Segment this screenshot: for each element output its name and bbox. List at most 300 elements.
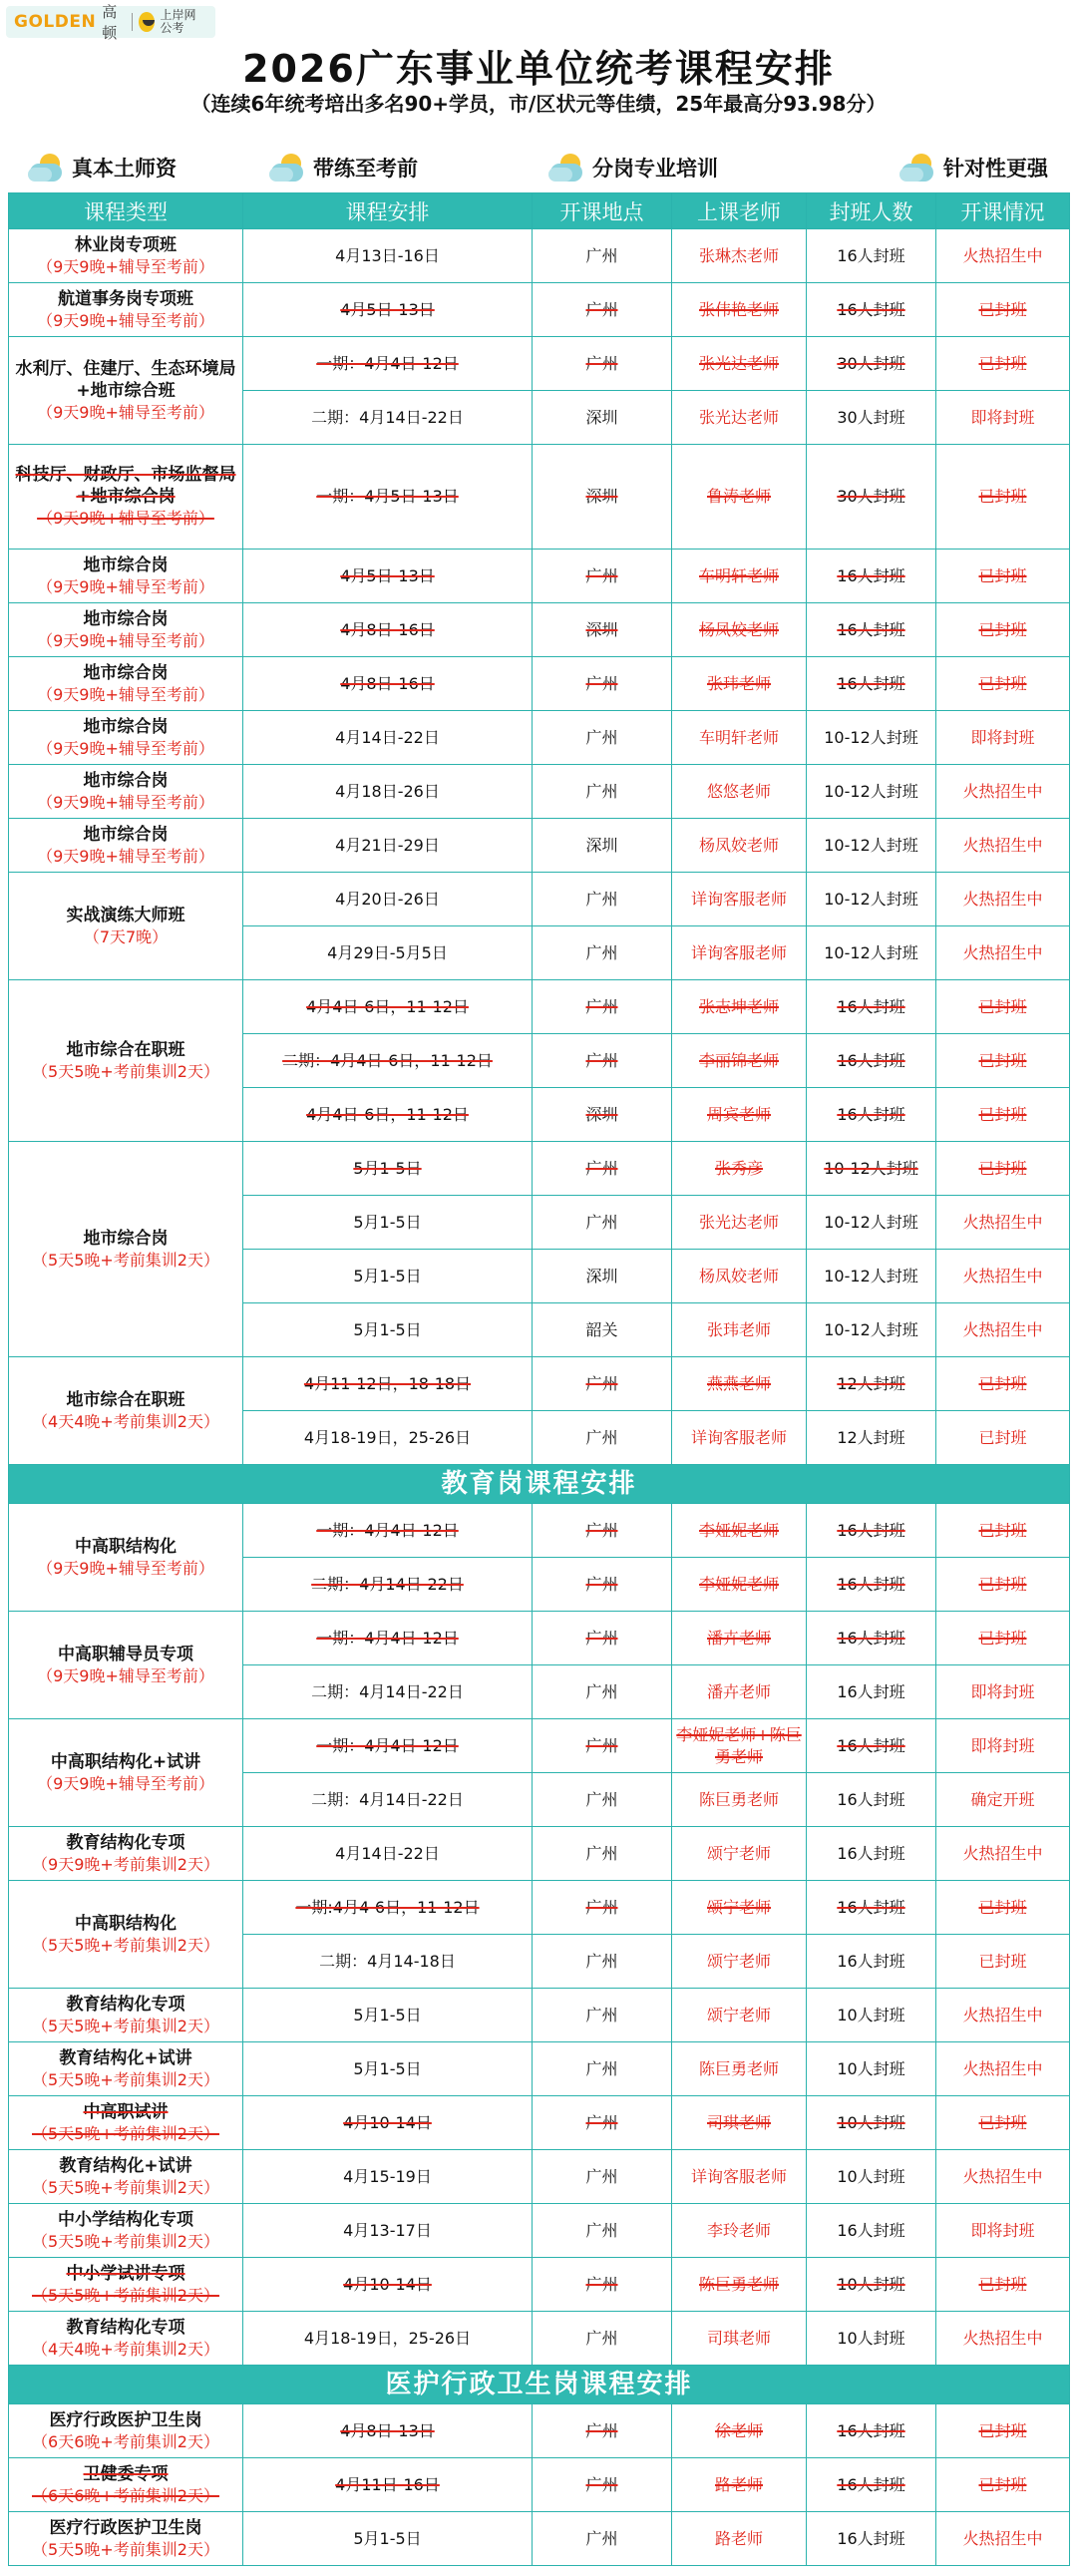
capacity-cell — [807, 603, 936, 657]
capacity-cell — [807, 1827, 936, 1881]
course-format: （5天5晚+考前集训2天） — [32, 1250, 219, 1270]
course-name: 地市综合岗 — [83, 554, 169, 575]
location-cell — [533, 1612, 672, 1665]
location-cell — [533, 1665, 672, 1719]
course-type-cell — [9, 1719, 243, 1827]
course-name: 中小学试讲专项 — [66, 2263, 185, 2284]
brand-badge-icon — [139, 12, 155, 32]
status-cell — [936, 1989, 1070, 2042]
feature-item — [269, 150, 418, 185]
status-cell-text: 火热招生中 — [962, 889, 1043, 909]
status-cell-text: 火热招生中 — [962, 2166, 1043, 2186]
table-row — [9, 445, 1070, 550]
course-format: （5天5晚+考前集训2天） — [32, 2539, 219, 2559]
teacher-cell — [672, 819, 807, 873]
capacity-cell — [807, 1142, 936, 1196]
status-cell-text: 已封班 — [978, 353, 1027, 373]
status-cell-text: 已封班 — [978, 619, 1027, 639]
table-row — [9, 1504, 1070, 1558]
capacity-cell — [807, 1303, 936, 1357]
status-cell-text: 已封班 — [978, 565, 1027, 585]
status-cell-text: 已封班 — [978, 996, 1027, 1016]
status-cell-text: 火热招生中 — [962, 2058, 1043, 2078]
section-header-row — [9, 2366, 1070, 2404]
capacity-cell — [807, 819, 936, 873]
course-format: （9天9晚+辅导至考前） — [37, 576, 214, 596]
schedule-cell — [243, 550, 533, 603]
schedule-cell-text: 5月1-5日 — [353, 2005, 422, 2024]
schedule-cell — [243, 1558, 533, 1612]
table-row — [9, 657, 1070, 711]
status-cell — [936, 1142, 1070, 1196]
status-cell-text: 火热招生中 — [962, 2528, 1043, 2548]
teacher-cell-text: 张玮老师 — [706, 673, 771, 693]
course-type-cell — [9, 980, 243, 1142]
schedule-cell-text: 二期：4月14-18日 — [319, 1951, 456, 1971]
teacher-cell-text: 徐老师 — [714, 2420, 763, 2440]
teacher-cell-text: 司琪老师 — [706, 2328, 771, 2348]
location-cell — [533, 1250, 672, 1303]
teacher-cell-text: 详询客服老师 — [690, 942, 787, 962]
teacher-cell — [672, 2458, 807, 2512]
status-cell — [936, 711, 1070, 765]
teacher-cell — [672, 980, 807, 1034]
teacher-cell-text: 陈巨勇老师 — [698, 1789, 779, 1809]
schedule-cell — [243, 2312, 533, 2366]
teacher-cell-text: 悠悠老师 — [706, 781, 771, 801]
status-cell-text: 已封班 — [978, 2420, 1027, 2440]
capacity-cell — [807, 1411, 936, 1465]
status-cell-text: 已封班 — [978, 299, 1027, 319]
status-cell — [936, 1558, 1070, 1612]
course-format: （5天5晚+考前集训2天） — [32, 2231, 219, 2251]
status-cell-text: 即将封班 — [970, 727, 1035, 747]
capacity-cell — [807, 337, 936, 391]
teacher-cell — [672, 2096, 807, 2150]
location-cell-text: 广州 — [585, 1373, 618, 1393]
status-cell-text: 即将封班 — [970, 2220, 1035, 2240]
status-cell — [936, 2458, 1070, 2512]
schedule-cell — [243, 445, 533, 550]
status-cell-text: 已封班 — [978, 2274, 1027, 2294]
course-format: （5天5晚+考前集训2天） — [32, 2069, 219, 2089]
status-cell-text: 火热招生中 — [962, 781, 1043, 801]
table-row — [9, 2096, 1070, 2150]
schedule-cell-text: 4月11-12日，18-18日 — [303, 1373, 472, 1393]
teacher-cell — [672, 1411, 807, 1465]
course-type-cell — [9, 2096, 243, 2150]
status-cell-text: 已封班 — [978, 673, 1027, 693]
location-cell-text: 广州 — [585, 1628, 618, 1648]
capacity-cell-text: 16人封班 — [837, 299, 905, 319]
teacher-cell-text: 颂宁老师 — [706, 1843, 771, 1863]
status-cell — [936, 1303, 1070, 1357]
schedule-cell — [243, 229, 533, 283]
course-format: （5天5晚+考前集训2天） — [32, 2123, 219, 2143]
capacity-cell — [807, 1088, 936, 1142]
course-type-cell — [9, 2404, 243, 2458]
teacher-cell — [672, 1665, 807, 1719]
table-row — [9, 1612, 1070, 1665]
capacity-cell — [807, 229, 936, 283]
capacity-cell — [807, 1935, 936, 1989]
schedule-cell — [243, 2096, 533, 2150]
feature-label: 分岗专业培训 — [592, 157, 718, 181]
capacity-cell-text: 10-12人封班 — [824, 942, 918, 962]
sun-cloud-icon — [269, 150, 305, 185]
location-cell-text: 广州 — [585, 565, 618, 585]
course-name: 水利厅、住建厅、生态环境局+地市综合班 — [15, 358, 236, 401]
location-cell — [533, 1142, 672, 1196]
capacity-cell — [807, 391, 936, 445]
status-cell — [936, 1612, 1070, 1665]
course-type-cell — [9, 657, 243, 711]
capacity-cell-text: 30人封班 — [837, 487, 905, 506]
course-name: 航道事务岗专项班 — [58, 288, 193, 309]
course-name: 地市综合岗 — [83, 1228, 169, 1249]
capacity-cell-text: 16人封班 — [837, 1681, 905, 1701]
capacity-cell-text: 16人封班 — [837, 245, 905, 265]
location-cell-text: 广州 — [585, 673, 618, 693]
schedule-cell — [243, 1411, 533, 1465]
teacher-cell — [672, 2150, 807, 2204]
status-cell-text: 火热招生中 — [962, 2328, 1043, 2348]
teacher-cell — [672, 1357, 807, 1411]
location-cell-text: 广州 — [585, 1212, 618, 1232]
feature-label: 针对性更强 — [943, 157, 1048, 181]
table-row — [9, 2204, 1070, 2258]
table-row — [9, 2258, 1070, 2312]
teacher-cell — [672, 229, 807, 283]
teacher-cell-text: 杨凤姣老师 — [698, 1266, 779, 1286]
capacity-cell — [807, 1989, 936, 2042]
course-format: （9天9晚+辅导至考前） — [37, 1665, 214, 1685]
status-cell — [936, 1504, 1070, 1558]
location-cell-text: 广州 — [585, 942, 618, 962]
table-row — [9, 2458, 1070, 2512]
status-cell — [936, 2150, 1070, 2204]
schedule-cell-text: 4月18-19日，25-26日 — [303, 1427, 472, 1447]
status-cell — [936, 2312, 1070, 2366]
teacher-cell — [672, 711, 807, 765]
table-row — [9, 2512, 1070, 2566]
status-cell-text: 火热招生中 — [962, 942, 1043, 962]
schedule-cell — [243, 1773, 533, 1827]
status-cell-text: 火热招生中 — [962, 1843, 1043, 1863]
capacity-cell — [807, 2312, 936, 2366]
schedule-cell-text: 4月11日-16日 — [335, 2474, 440, 2494]
status-cell — [936, 337, 1070, 391]
schedule-cell — [243, 1196, 533, 1250]
feature-label: 真本土师资 — [72, 157, 177, 181]
schedule-table — [8, 192, 1070, 2566]
location-cell-text: 广州 — [585, 2220, 618, 2240]
table-row — [9, 819, 1070, 873]
location-cell — [533, 1719, 672, 1773]
course-name: 地市综合岗 — [83, 824, 169, 845]
location-cell-text: 广州 — [585, 2420, 618, 2440]
schedule-cell — [243, 1250, 533, 1303]
schedule-cell-text: 二期：4月14日-22日 — [311, 1574, 464, 1594]
status-cell-text: 已封班 — [978, 1897, 1027, 1917]
teacher-cell-text: 张秀彦 — [714, 1158, 763, 1178]
status-cell — [936, 2404, 1070, 2458]
location-cell-text: 广州 — [585, 1735, 618, 1755]
location-cell — [533, 2312, 672, 2366]
course-type-cell — [9, 2258, 243, 2312]
teacher-cell — [672, 603, 807, 657]
teacher-cell-text: 陈巨勇老师 — [698, 2058, 779, 2078]
table-row — [9, 980, 1070, 1034]
table-row — [9, 873, 1070, 926]
schedule-cell — [243, 2258, 533, 2312]
teacher-cell — [672, 765, 807, 819]
status-cell-text: 即将封班 — [970, 1735, 1035, 1755]
status-cell — [936, 1034, 1070, 1088]
course-type-cell — [9, 2204, 243, 2258]
status-cell — [936, 391, 1070, 445]
location-cell-text: 广州 — [585, 245, 618, 265]
capacity-cell — [807, 1504, 936, 1558]
course-format: （7天7晚） — [83, 926, 169, 946]
status-cell — [936, 1827, 1070, 1881]
schedule-cell-text: 4月13日-16日 — [335, 245, 440, 265]
course-name: 科技厅、财政厅、市场监督局+地市综合岗 — [15, 465, 236, 507]
location-cell-text: 深圳 — [585, 1104, 618, 1124]
capacity-cell-text: 10-12人封班 — [824, 1319, 918, 1339]
location-cell — [533, 1935, 672, 1989]
status-cell — [936, 2096, 1070, 2150]
schedule-cell-text: 5月1-5日 — [353, 1212, 422, 1232]
teacher-cell-text: 潘卉老师 — [706, 1681, 771, 1701]
schedule-cell — [243, 1034, 533, 1088]
course-format: （9天9晚+辅导至考前） — [37, 792, 214, 812]
status-cell — [936, 1665, 1070, 1719]
course-type-cell — [9, 2150, 243, 2204]
course-format: （9天9晚+辅导至考前） — [37, 846, 214, 866]
schedule-cell-text: 一期：4月4日-12日 — [316, 1735, 459, 1755]
course-name: 中高职试讲 — [83, 2101, 169, 2122]
location-cell — [533, 391, 672, 445]
capacity-cell-text: 16人封班 — [837, 2220, 905, 2240]
section-title: 医护行政卫生岗课程安排 — [9, 2366, 1070, 2404]
teacher-cell — [672, 391, 807, 445]
capacity-cell — [807, 657, 936, 711]
schedule-cell-text: 4月8日-16日 — [340, 673, 435, 693]
teacher-cell — [672, 1303, 807, 1357]
status-cell-text: 已封班 — [978, 1574, 1027, 1594]
location-cell — [533, 2458, 672, 2512]
course-type-cell — [9, 1504, 243, 1612]
capacity-cell — [807, 445, 936, 550]
location-cell-text: 深圳 — [585, 407, 618, 427]
brand-golden: GOLDEN — [14, 12, 97, 32]
teacher-cell — [672, 550, 807, 603]
schedule-cell — [243, 2042, 533, 2096]
teacher-cell-text: 车明轩老师 — [698, 727, 779, 747]
capacity-cell-text: 10人封班 — [837, 2274, 905, 2294]
schedule-cell — [243, 1142, 533, 1196]
location-cell — [533, 1411, 672, 1465]
course-type-cell — [9, 1612, 243, 1719]
status-cell — [936, 1088, 1070, 1142]
course-type-cell — [9, 711, 243, 765]
schedule-cell-text: 5月1-5日 — [353, 2058, 422, 2078]
teacher-cell-text: 杨凤姣老师 — [698, 835, 779, 855]
schedule-cell-text: 5月1-5日 — [353, 1158, 422, 1178]
location-cell — [533, 2042, 672, 2096]
course-type-cell — [9, 1357, 243, 1465]
course-type-cell — [9, 603, 243, 657]
status-cell-text: 已封班 — [978, 1158, 1027, 1178]
sun-cloud-icon — [548, 150, 584, 185]
table-row — [9, 711, 1070, 765]
course-name: 林业岗专项班 — [75, 234, 177, 255]
status-cell-text: 已封班 — [978, 1050, 1027, 1070]
course-format: （5天5晚+考前集训2天） — [32, 1061, 219, 1081]
status-cell — [936, 1773, 1070, 1827]
teacher-cell — [672, 1935, 807, 1989]
teacher-cell-text: 张伟艳老师 — [698, 299, 779, 319]
capacity-cell-text: 10-12人封班 — [824, 1266, 918, 1286]
course-name: 地市综合在职班 — [66, 1039, 185, 1060]
location-cell — [533, 926, 672, 980]
teacher-cell-text: 杨凤姣老师 — [698, 619, 779, 639]
col-header-status: 开课情况 — [936, 193, 1070, 229]
location-cell-text: 广州 — [585, 1158, 618, 1178]
capacity-cell-text: 16人封班 — [837, 2528, 905, 2548]
status-cell — [936, 2204, 1070, 2258]
course-name: 卫健委专项 — [83, 2463, 169, 2484]
course-name: 地市综合岗 — [83, 662, 169, 683]
status-cell-text: 火热招生中 — [962, 1212, 1043, 1232]
capacity-cell — [807, 2458, 936, 2512]
teacher-cell — [672, 1034, 807, 1088]
status-cell — [936, 765, 1070, 819]
table-row — [9, 2404, 1070, 2458]
location-cell — [533, 1034, 672, 1088]
status-cell — [936, 1881, 1070, 1935]
course-format: （9天9晚+辅导至考前） — [37, 1773, 214, 1793]
location-cell — [533, 2512, 672, 2566]
course-type-cell — [9, 337, 243, 445]
location-cell — [533, 657, 672, 711]
course-type-cell — [9, 1881, 243, 1989]
teacher-cell-text: 路老师 — [714, 2474, 763, 2494]
teacher-cell — [672, 1250, 807, 1303]
table-row — [9, 550, 1070, 603]
location-cell — [533, 980, 672, 1034]
course-format: （5天5晚+考前集训2天） — [32, 1935, 219, 1955]
table-row — [9, 2042, 1070, 2096]
table-row — [9, 1881, 1070, 1935]
col-header-teacher: 上课老师 — [672, 193, 807, 229]
status-cell — [936, 1719, 1070, 1773]
location-cell — [533, 1558, 672, 1612]
location-cell-text: 广州 — [585, 996, 618, 1016]
status-cell — [936, 980, 1070, 1034]
capacity-cell — [807, 1034, 936, 1088]
teacher-cell-text: 颂宁老师 — [706, 1897, 771, 1917]
course-name: 地市综合岗 — [83, 608, 169, 629]
course-format: （9天9晚+辅导至考前） — [37, 509, 214, 528]
capacity-cell — [807, 980, 936, 1034]
teacher-cell-text: 详询客服老师 — [690, 2166, 787, 2186]
teacher-cell — [672, 1881, 807, 1935]
teacher-cell — [672, 1196, 807, 1250]
course-name: 中高职结构化 — [75, 1536, 177, 1557]
capacity-cell-text: 10-12人封班 — [824, 1158, 918, 1178]
course-type-cell — [9, 1142, 243, 1357]
capacity-cell-text: 10人封班 — [837, 2166, 905, 2186]
location-cell-text: 广州 — [585, 1427, 618, 1447]
capacity-cell-text: 16人封班 — [837, 1843, 905, 1863]
location-cell-text: 广州 — [585, 2274, 618, 2294]
location-cell — [533, 2150, 672, 2204]
schedule-cell-text: 一期：4月4日-12日 — [316, 1520, 459, 1540]
schedule-cell — [243, 657, 533, 711]
course-format: （9天9晚+考前集训2天） — [32, 1854, 219, 1874]
course-format: （5天5晚+考前集训2天） — [32, 2177, 219, 2197]
location-cell-text: 深圳 — [585, 619, 618, 639]
status-cell-text: 火热招生中 — [962, 835, 1043, 855]
location-cell-text: 广州 — [585, 1681, 618, 1701]
capacity-cell-text: 16人封班 — [837, 1628, 905, 1648]
status-cell — [936, 229, 1070, 283]
status-cell — [936, 657, 1070, 711]
section-title: 教育岗课程安排 — [9, 1465, 1070, 1504]
location-cell — [533, 765, 672, 819]
schedule-cell-text: 4月4日-6日，11-12日 — [306, 996, 469, 1016]
capacity-cell-text: 16人封班 — [837, 565, 905, 585]
teacher-cell — [672, 445, 807, 550]
teacher-cell-text: 张光达老师 — [698, 1212, 779, 1232]
course-type-cell — [9, 2312, 243, 2366]
section-header-row — [9, 1465, 1070, 1504]
status-cell-text: 已封班 — [978, 1104, 1027, 1124]
teacher-cell-text: 颂宁老师 — [706, 1951, 771, 1971]
schedule-cell-text: 4月20日-26日 — [335, 889, 440, 909]
course-type-cell — [9, 873, 243, 980]
col-header-capacity: 封班人数 — [807, 193, 936, 229]
capacity-cell — [807, 2404, 936, 2458]
course-name: 医疗行政医护卫生岗 — [49, 2409, 202, 2430]
capacity-cell — [807, 711, 936, 765]
capacity-cell-text: 16人封班 — [837, 1520, 905, 1540]
location-cell — [533, 445, 672, 550]
capacity-cell-text: 16人封班 — [837, 1050, 905, 1070]
course-name: 实战演练大师班 — [66, 905, 185, 925]
status-cell — [936, 819, 1070, 873]
location-cell — [533, 2258, 672, 2312]
schedule-cell-text: 二期：4月4日-6日，11-12日 — [282, 1050, 493, 1070]
schedule-cell — [243, 1504, 533, 1558]
teacher-cell — [672, 1719, 807, 1773]
capacity-cell — [807, 1196, 936, 1250]
status-cell-text: 即将封班 — [970, 1681, 1035, 1701]
schedule-cell-text: 二期：4月14日-22日 — [311, 407, 464, 427]
location-cell — [533, 711, 672, 765]
course-name: 中小学结构化专项 — [58, 2209, 193, 2230]
schedule-cell — [243, 1827, 533, 1881]
capacity-cell — [807, 2258, 936, 2312]
teacher-cell-text: 路老师 — [714, 2528, 763, 2548]
capacity-cell — [807, 1612, 936, 1665]
location-cell-text: 深圳 — [585, 487, 618, 506]
location-cell-text: 广州 — [585, 2328, 618, 2348]
table-row — [9, 337, 1070, 391]
schedule-cell-text: 4月10-14日 — [343, 2112, 432, 2132]
